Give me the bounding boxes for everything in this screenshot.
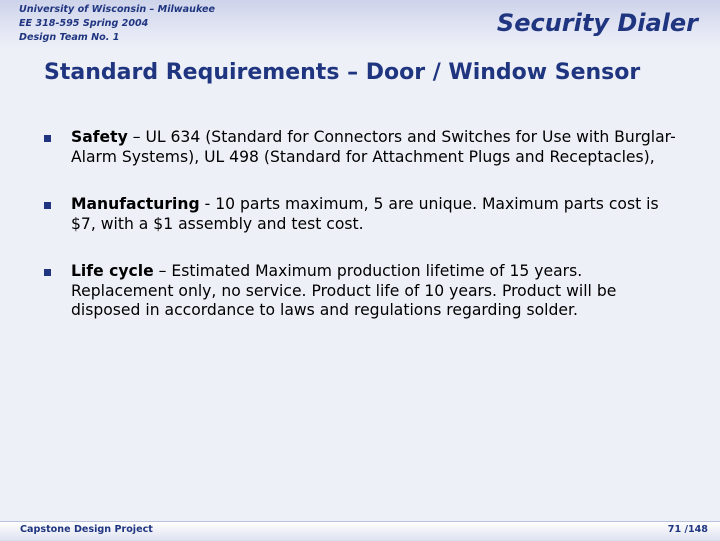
bullet-term: Life cycle (71, 262, 154, 280)
bullet-list (44, 128, 684, 349)
bullet-term: Manufacturing (71, 195, 200, 213)
bullet-text: - 10 parts maximum, 5 are unique. Maximum parts cost is $7, with a $1 assembly and test cost. (71, 195, 659, 233)
project-brand: Security Dialer (496, 9, 698, 37)
course-info (19, 3, 215, 45)
bullet-item-life-cycle (44, 262, 684, 321)
bullet-term: Safety (71, 128, 128, 146)
slide-title: Standard Requirements – Door / Window Sensor (44, 60, 641, 85)
square-bullet-icon (44, 269, 51, 276)
footer-project-label: Capstone Design Project (20, 524, 153, 535)
slide-number: 71 /148 (667, 524, 708, 535)
slide-header (0, 0, 720, 50)
bullet-item-manufacturing (44, 195, 684, 234)
square-bullet-icon (44, 202, 51, 209)
bullet-text: – UL 634 (Standard for Connectors and Switches for Use with Burglar-Alarm Systems), UL 498 (Standard for Attachment Plugs and Receptacles), (71, 128, 676, 166)
course-line: EE 318-595 Spring 2004 (19, 18, 149, 29)
bullet-text: – Estimated Maximum production lifetime of 15 years. Replacement only, no service. Product life of 10 years. Product will be disposed in accordance to laws and regulations regarding solder. (71, 262, 617, 319)
square-bullet-icon (44, 135, 51, 142)
team-line: Design Team No. 1 (19, 32, 120, 43)
slide-footer (0, 521, 720, 541)
bullet-item-safety (44, 128, 684, 167)
university-line: University of Wisconsin – Milwaukee (19, 4, 216, 15)
